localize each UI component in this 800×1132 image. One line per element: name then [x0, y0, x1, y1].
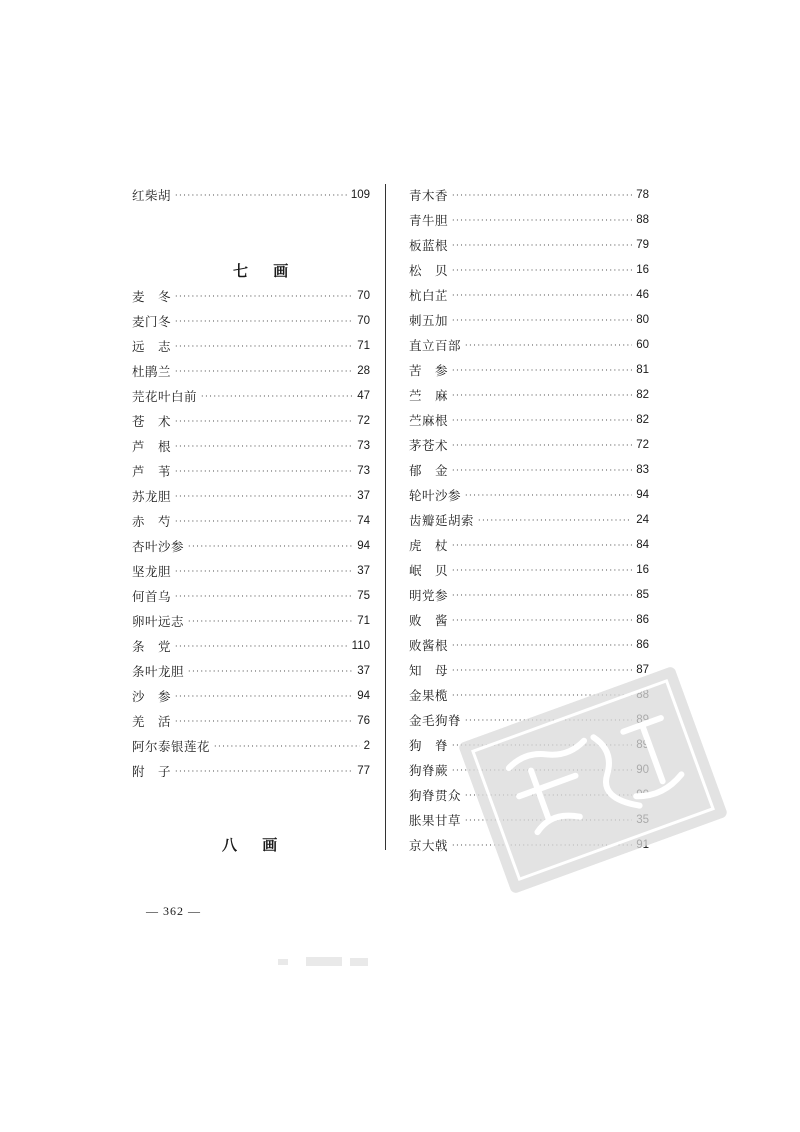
index-entry — [409, 633, 649, 658]
leader-dots — [452, 208, 632, 233]
index-entry — [409, 308, 649, 333]
leader-dots — [175, 559, 353, 584]
entry-name: 红柴胡 — [132, 188, 172, 203]
entry-name: 杏叶沙参 — [132, 539, 185, 554]
entry-page: 71 — [357, 340, 370, 352]
entry-name: 虎 杖 — [409, 538, 449, 553]
entry-name: 芦 根 — [132, 439, 172, 454]
entry-name: 卵叶远志 — [132, 614, 185, 629]
entry-name: 金果榄 — [409, 688, 449, 703]
leader-dots — [175, 509, 353, 534]
index-entry — [409, 458, 649, 483]
entry-page: 80 — [636, 314, 649, 326]
entry-page: 72 — [357, 415, 370, 427]
leader-dots — [465, 483, 632, 508]
entry-name: 杜鹃兰 — [132, 364, 172, 379]
entry-page: 24 — [636, 514, 649, 526]
leader-dots — [175, 634, 348, 659]
entry-name: 苏龙胆 — [132, 489, 172, 504]
leader-dots — [452, 283, 632, 308]
entry-page: 86 — [636, 639, 649, 651]
index-entry — [409, 358, 649, 383]
index-entry — [409, 408, 649, 433]
leader-dots — [452, 408, 632, 433]
entry-name: 狗脊蕨 — [409, 763, 449, 778]
entry-page: 86 — [636, 614, 649, 626]
entry-page: 70 — [357, 290, 370, 302]
leader-dots — [214, 734, 360, 759]
index-entry — [132, 459, 370, 484]
leader-dots — [452, 533, 632, 558]
index-entry — [409, 583, 649, 608]
index-entry — [409, 483, 649, 508]
entry-name: 京大戟 — [409, 838, 449, 853]
index-entry — [409, 258, 649, 283]
entry-name: 苦 参 — [409, 363, 449, 378]
section-heading-eight: 八 画 — [222, 836, 288, 854]
index-entry — [132, 534, 370, 559]
leader-dots — [175, 359, 353, 384]
entry-page: 82 — [636, 389, 649, 401]
entry-page: 70 — [357, 315, 370, 327]
entry-name: 麦 冬 — [132, 289, 172, 304]
entry-name: 芫花叶白前 — [132, 389, 198, 404]
index-entry — [132, 434, 370, 459]
leader-dots — [452, 633, 632, 658]
entry-name: 苍 术 — [132, 414, 172, 429]
entry-page: 71 — [357, 615, 370, 627]
leader-dots — [175, 309, 353, 334]
entry-name: 苎 麻 — [409, 388, 449, 403]
entry-page: 84 — [636, 539, 649, 551]
entry-page: 83 — [636, 464, 649, 476]
entry-name: 何首乌 — [132, 589, 172, 604]
entry-name: 条 党 — [132, 639, 172, 654]
entry-page: 72 — [636, 439, 649, 451]
entry-page: 81 — [636, 364, 649, 376]
index-entry — [132, 609, 370, 634]
entry-name: 青木香 — [409, 188, 449, 203]
leader-dots — [175, 484, 353, 509]
entry-name: 轮叶沙参 — [409, 488, 462, 503]
entry-page: 76 — [357, 715, 370, 727]
index-entry — [132, 509, 370, 534]
index-entry — [132, 484, 370, 509]
leader-dots — [452, 308, 632, 333]
leader-dots — [452, 383, 632, 408]
leader-dots — [452, 433, 632, 458]
index-entry — [132, 284, 370, 309]
index-entry — [409, 658, 649, 683]
leader-dots — [175, 709, 353, 734]
leader-dots — [478, 508, 632, 533]
left-top-list — [132, 183, 370, 208]
page-number: — 362 — — [146, 904, 201, 918]
entry-name: 阿尔泰银莲花 — [132, 739, 211, 754]
leader-dots — [175, 584, 353, 609]
faint-bleed-mark — [278, 955, 370, 969]
entry-page: 46 — [636, 289, 649, 301]
leader-dots — [175, 409, 353, 434]
entry-page: 37 — [357, 490, 370, 502]
entry-page: 82 — [636, 414, 649, 426]
entry-page: 75 — [357, 590, 370, 602]
leader-dots — [175, 434, 353, 459]
entry-name: 齿瓣延胡索 — [409, 513, 475, 528]
entry-name: 茅苍术 — [409, 438, 449, 453]
entry-page: 37 — [357, 565, 370, 577]
entry-page: 109 — [350, 189, 370, 201]
entry-page: 85 — [636, 589, 649, 601]
entry-page: 47 — [357, 390, 370, 402]
leader-dots — [175, 759, 353, 784]
index-entry — [132, 309, 370, 334]
index-entry — [132, 183, 370, 208]
entry-name: 麦门冬 — [132, 314, 172, 329]
entry-name: 远 志 — [132, 339, 172, 354]
column-divider — [385, 184, 386, 850]
entry-page: 78 — [636, 189, 649, 201]
entry-name: 板蓝根 — [409, 238, 449, 253]
entry-page: 110 — [351, 640, 370, 652]
entry-name: 败酱根 — [409, 638, 449, 653]
index-entry — [409, 283, 649, 308]
entry-page: 73 — [357, 465, 370, 477]
leader-dots — [175, 183, 347, 208]
leader-dots — [175, 459, 353, 484]
entry-page: 2 — [363, 740, 370, 752]
index-entry — [409, 433, 649, 458]
entry-name: 青牛胆 — [409, 213, 449, 228]
index-entry — [132, 559, 370, 584]
entry-name: 羌 活 — [132, 714, 172, 729]
entry-name: 败 酱 — [409, 613, 449, 628]
entry-name: 条叶龙胆 — [132, 664, 185, 679]
leader-dots — [452, 183, 632, 208]
entry-name: 坚龙胆 — [132, 564, 172, 579]
index-entry — [132, 634, 370, 659]
index-entry — [132, 684, 370, 709]
leader-dots — [452, 658, 632, 683]
entry-page: 73 — [357, 440, 370, 452]
entry-name: 岷 贝 — [409, 563, 449, 578]
leader-dots — [175, 684, 353, 709]
leader-dots — [465, 333, 632, 358]
index-entry — [409, 508, 649, 533]
entry-page: 94 — [357, 690, 370, 702]
index-entry — [132, 709, 370, 734]
entry-name: 芦 苇 — [132, 464, 172, 479]
entry-page: 94 — [357, 540, 370, 552]
entry-name: 胀果甘草 — [409, 813, 462, 828]
entry-name: 狗 脊 — [409, 738, 449, 753]
entry-page: 28 — [357, 365, 370, 377]
index-entry — [409, 183, 649, 208]
index-entry — [132, 584, 370, 609]
entry-name: 沙 参 — [132, 689, 172, 704]
index-entry — [409, 383, 649, 408]
entry-page: 74 — [357, 515, 370, 527]
index-entry — [132, 759, 370, 784]
entry-page: 37 — [357, 665, 370, 677]
entry-page: 87 — [636, 664, 649, 676]
index-entry — [132, 734, 370, 759]
index-entry — [132, 359, 370, 384]
entry-name: 郁 金 — [409, 463, 449, 478]
leader-dots — [188, 534, 353, 559]
entry-name: 知 母 — [409, 663, 449, 678]
index-entry — [132, 659, 370, 684]
leader-dots — [188, 659, 353, 684]
index-entry — [409, 608, 649, 633]
leader-dots — [452, 358, 632, 383]
entry-page: 94 — [636, 489, 649, 501]
leader-dots — [452, 458, 632, 483]
index-entry — [409, 558, 649, 583]
entry-name: 苎麻根 — [409, 413, 449, 428]
section-heading-seven: 七 画 — [233, 262, 299, 280]
entry-page: 77 — [357, 765, 370, 777]
entry-name: 附 子 — [132, 764, 172, 779]
index-entry — [409, 208, 649, 233]
entry-name: 明党参 — [409, 588, 449, 603]
index-entry — [132, 409, 370, 434]
entry-name: 直立百部 — [409, 338, 462, 353]
entry-name: 杭白芷 — [409, 288, 449, 303]
index-entry — [132, 384, 370, 409]
leader-dots — [452, 583, 632, 608]
entry-name: 赤 芍 — [132, 514, 172, 529]
leader-dots — [452, 608, 632, 633]
leader-dots — [452, 233, 632, 258]
section-seven-list — [132, 284, 370, 784]
entry-name: 松 贝 — [409, 263, 449, 278]
entry-page: 88 — [636, 214, 649, 226]
index-entry — [409, 333, 649, 358]
entry-page: 16 — [636, 564, 649, 576]
entry-name: 狗脊贯众 — [409, 788, 462, 803]
leader-dots — [201, 384, 353, 409]
entry-page: 79 — [636, 239, 649, 251]
entry-name: 刺五加 — [409, 313, 449, 328]
index-entry — [409, 233, 649, 258]
entry-page: 16 — [636, 264, 649, 276]
entry-name: 金毛狗脊 — [409, 713, 462, 728]
leader-dots — [452, 558, 632, 583]
index-entry — [409, 533, 649, 558]
index-entry — [132, 334, 370, 359]
leader-dots — [175, 334, 353, 359]
leader-dots — [452, 258, 632, 283]
leader-dots — [188, 609, 353, 634]
leader-dots — [175, 284, 353, 309]
entry-page: 60 — [636, 339, 649, 351]
